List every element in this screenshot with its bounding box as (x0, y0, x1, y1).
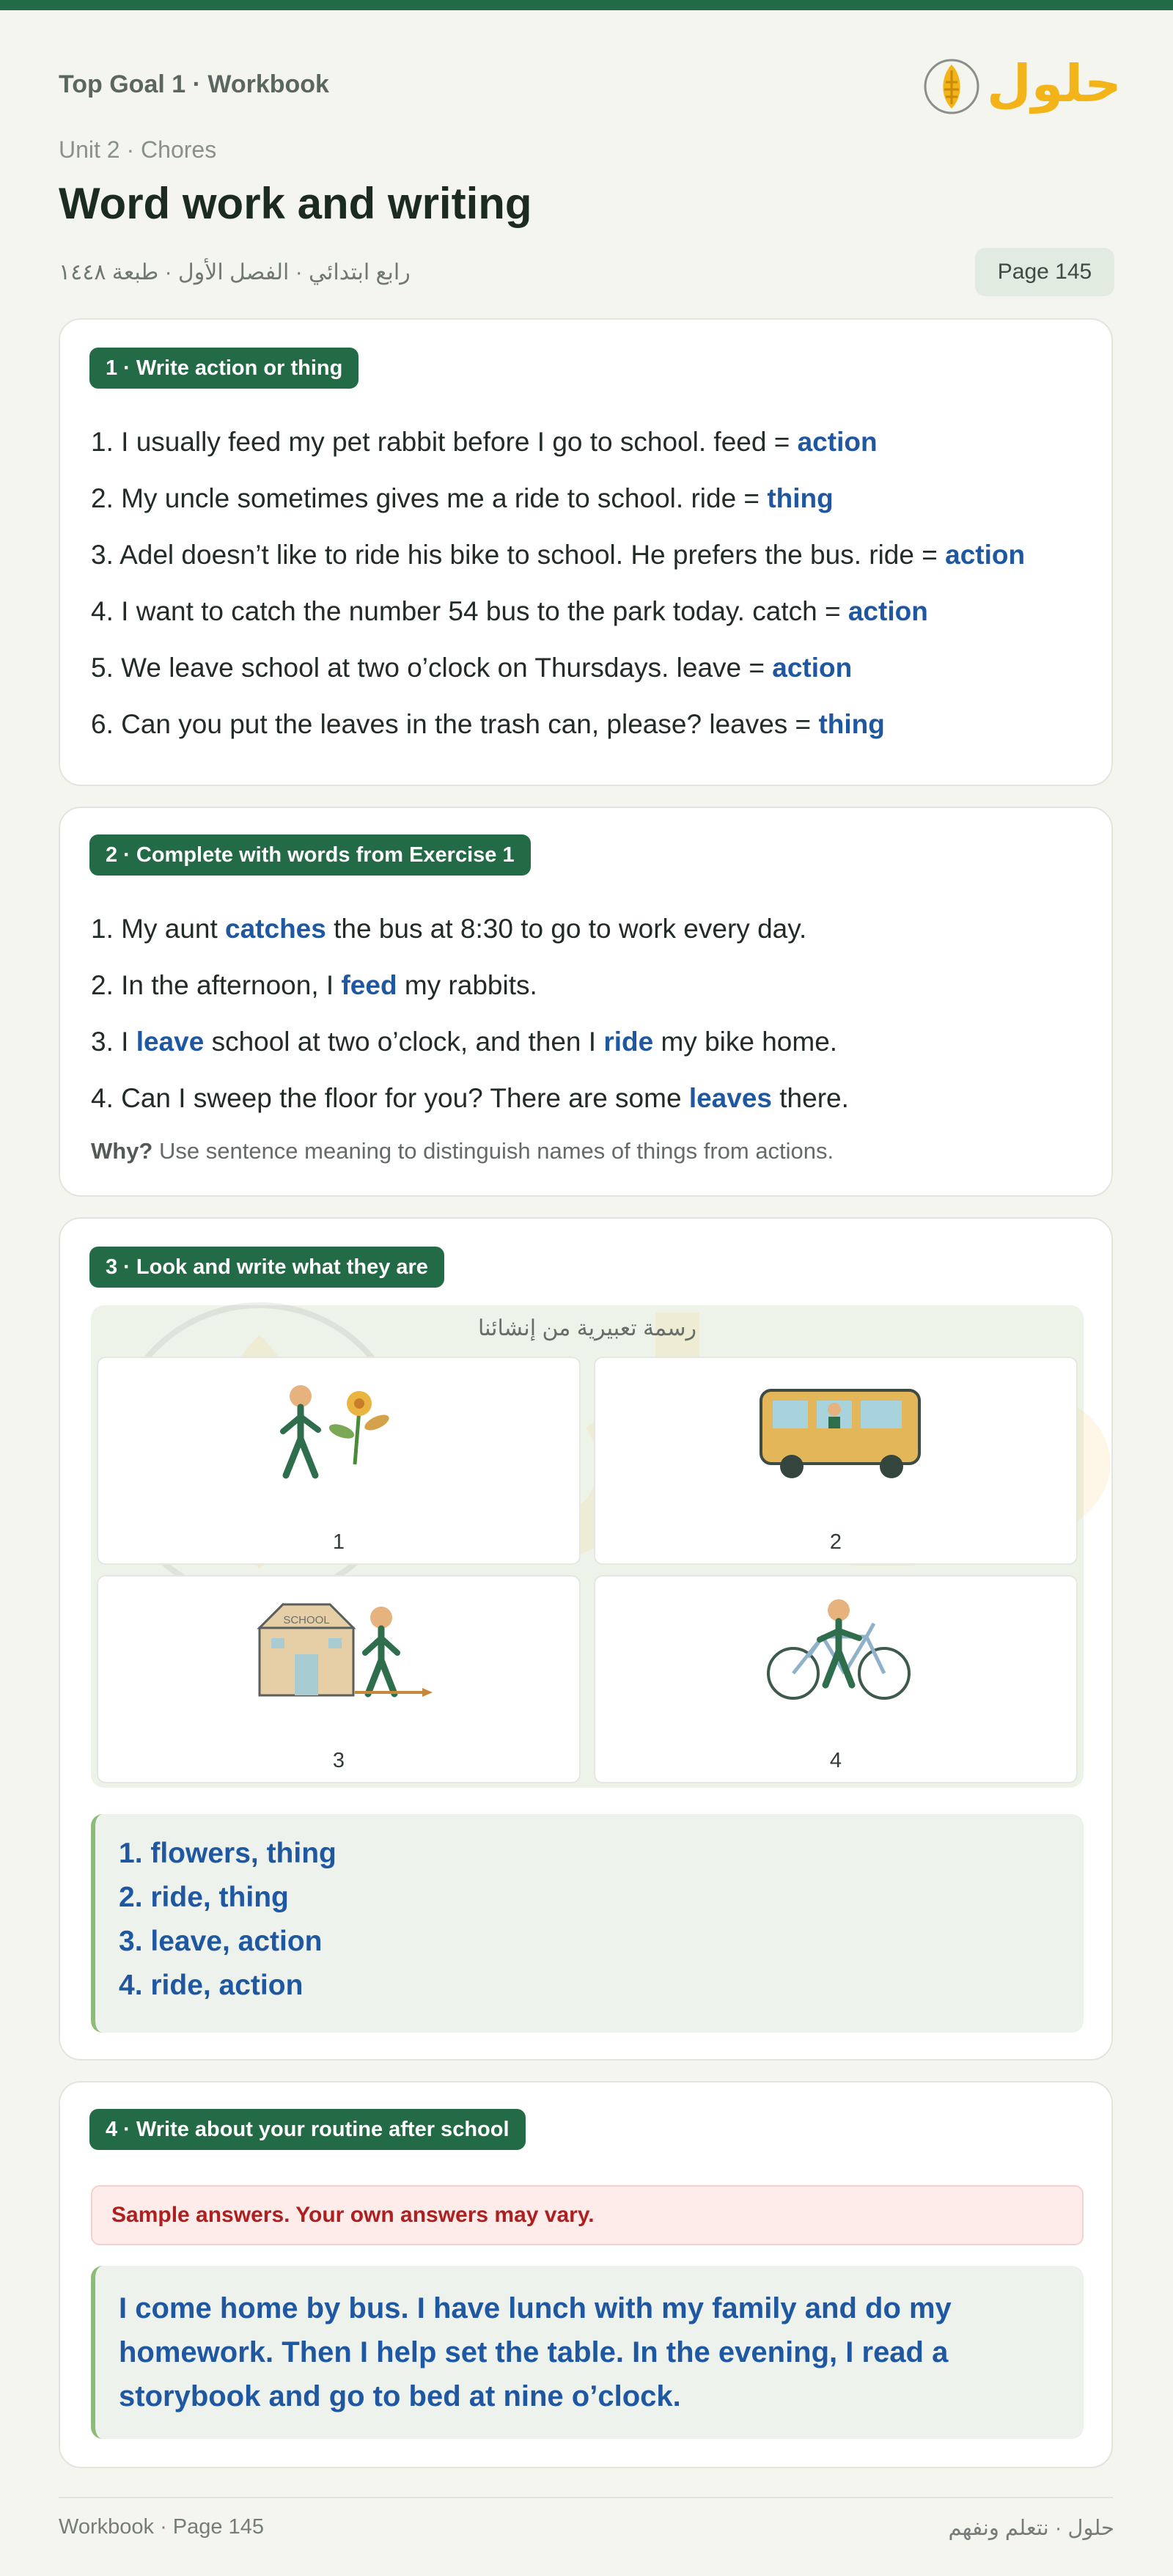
picture-number: 4 (829, 1749, 842, 1772)
exercise-2-item: 4. Can I sweep the floor for you? There are some leaves there. (91, 1083, 849, 1113)
answer-word: leave (136, 1027, 205, 1057)
answer-word: action (945, 540, 1026, 570)
answer-word: thing (818, 709, 885, 739)
footer-left: Workbook · Page 145 (59, 2515, 264, 2539)
why-note: Why? Use sentence meaning to distinguish names of things from actions. (91, 1138, 834, 1164)
exercise-1-label: 1 · Write action or thing (89, 348, 358, 389)
picture-3 (97, 1575, 581, 1783)
answer-word: feed (341, 970, 397, 1000)
exercise-1-list (91, 414, 1089, 752)
answer-word: catches (225, 914, 326, 944)
school-sign: SCHOOL (283, 1614, 330, 1626)
exercise-2-card (59, 807, 1113, 1197)
picture-2 (594, 1357, 1078, 1565)
grade-line: رابع ابتدائي · الفصل الأول · طبعة ١٤٤٨ (59, 260, 411, 285)
exercise-1-card (59, 318, 1113, 786)
exercise-4-card (59, 2081, 1113, 2468)
exercise-4-answer (91, 2266, 1084, 2439)
footer-right: حلول · نتعلم ونفهم (948, 2517, 1114, 2540)
exercise-2-item: 2. In the afternoon, I feed my rabbits. (91, 970, 537, 1000)
logo-text: حلول (987, 54, 1122, 114)
exercise-2-item: 3. I leave school at two o’clock, and then I ride my bike home. (91, 1027, 838, 1057)
answer-item: 1. flowers, thing (119, 1838, 337, 1869)
exercise-2-list (91, 900, 1089, 1126)
routine-paragraph: I come home by bus. I have lunch with my family and do my homework. Then I help set the table. In the evening, I read a storybook and go to bed at nine o’clock. (119, 2292, 952, 2412)
answer-word: action (797, 427, 878, 457)
picture-caption: رسمة تعبيرية من إنشائنا (477, 1316, 696, 1340)
sample-note: Sample answers. Your own answers may vary. (91, 2185, 1084, 2245)
answer-item: 3. leave, action (119, 1926, 323, 1957)
answer-word: ride (603, 1027, 654, 1057)
picture-4 (594, 1575, 1078, 1783)
exercise-2-label: 2 · Complete with words from Exercise 1 (89, 834, 531, 876)
exercise-3-label: 3 · Look and write what they are (89, 1247, 444, 1288)
book-title: Top Goal 1 · Workbook (59, 70, 329, 98)
answer-item: 4. ride, action (119, 1970, 304, 2001)
footer-divider (59, 2497, 1113, 2498)
top-accent-bar (0, 0, 1173, 10)
exercise-1-item: 4. I want to catch the number 54 bus to the park today. catch = action (91, 596, 928, 626)
exercise-3-card (59, 1217, 1113, 2061)
answer-word: leaves (688, 1083, 772, 1113)
exercise-1-item: 5. We leave school at two o’clock on Thursdays. leave = action (91, 653, 853, 683)
picture-number: 2 (829, 1530, 842, 1554)
picture-1 (97, 1357, 581, 1565)
exercise-1-item: 1. I usually feed my pet rabbit before I go to school. feed = action (91, 427, 878, 457)
exercise-1-item: 3. Adel doesn’t like to ride his bike to school. He prefers the bus. ride = action (91, 540, 1026, 570)
picture-number: 3 (332, 1749, 345, 1772)
answer-item: 2. ride, thing (119, 1882, 289, 1913)
page-title: Word work and writing (59, 179, 532, 228)
unit-label: Unit 2 · Chores (59, 136, 217, 163)
exercise-3-answers (91, 1814, 1084, 2033)
page-badge: Page 145 (975, 248, 1114, 296)
hulul-logo (922, 45, 1122, 125)
answer-word: action (847, 596, 928, 626)
exercise-2-item: 1. My aunt catches the bus at 8:30 to go to work every day. (91, 914, 807, 944)
answer-word: thing (767, 483, 834, 513)
exercise-4-label: 4 · Write about your routine after school (89, 2109, 526, 2150)
exercise-1-item: 2. My uncle sometimes gives me a ride to school. ride = thing (91, 483, 834, 513)
answer-word: action (772, 653, 853, 683)
picture-grid (91, 1305, 1084, 1788)
picture-number: 1 (332, 1530, 345, 1554)
exercise-1-item: 6. Can you put the leaves in the trash can, please? leaves = thing (91, 709, 885, 739)
